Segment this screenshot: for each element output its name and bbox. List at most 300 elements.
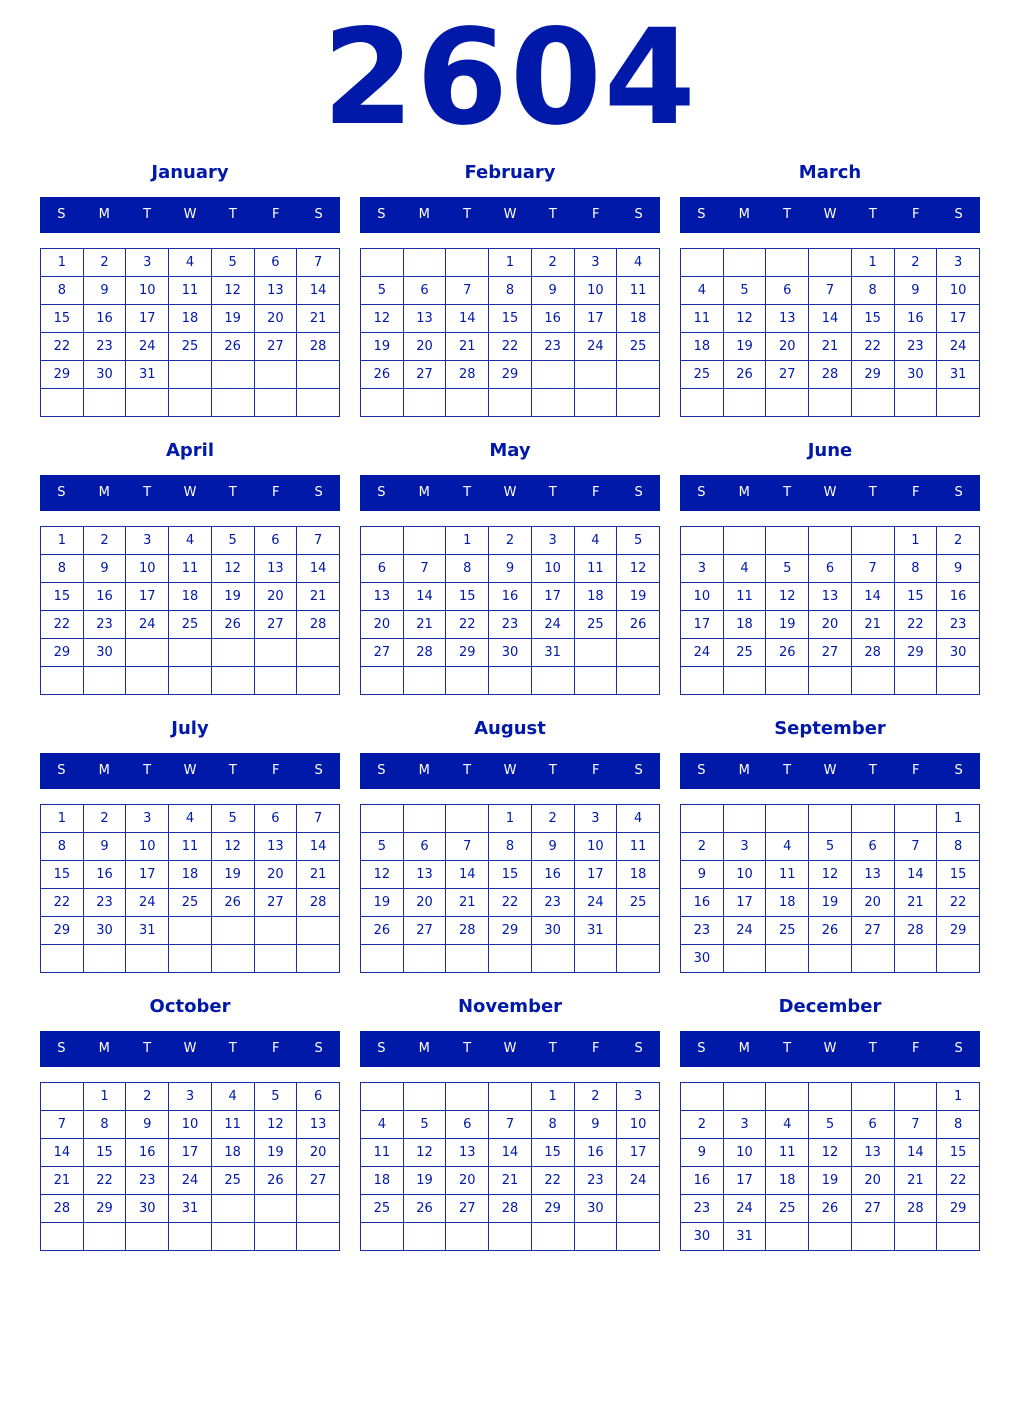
- empty-day-cell: [361, 527, 404, 555]
- day-cell: 13: [254, 277, 297, 305]
- day-cell: 17: [723, 889, 766, 917]
- empty-day-cell: [83, 667, 126, 695]
- weekday-label: S: [314, 207, 323, 222]
- day-cell: 16: [574, 1139, 617, 1167]
- weekday-label: M: [418, 763, 430, 778]
- day-cell: 24: [723, 917, 766, 945]
- empty-day-cell: [254, 667, 297, 695]
- empty-day-cell: [41, 389, 84, 417]
- empty-day-cell: [126, 389, 169, 417]
- day-cell: 23: [489, 611, 532, 639]
- weekday-label: M: [418, 485, 430, 500]
- day-cell: 25: [766, 1195, 809, 1223]
- weekday-header: [40, 197, 340, 233]
- month-september: [680, 716, 980, 966]
- day-cell: 21: [297, 861, 340, 889]
- day-cell: 20: [297, 1139, 340, 1167]
- day-cell: 17: [126, 861, 169, 889]
- weekday-label: M: [418, 207, 430, 222]
- empty-day-cell: [574, 361, 617, 389]
- empty-day-cell: [126, 1223, 169, 1251]
- week-row: [41, 277, 340, 305]
- day-cell: 19: [254, 1139, 297, 1167]
- day-cell: 21: [809, 333, 852, 361]
- weekday-label: S: [634, 1041, 643, 1056]
- week-row: [681, 305, 980, 333]
- day-cell: 5: [809, 1111, 852, 1139]
- day-cell: 24: [723, 1195, 766, 1223]
- weekday-label: W: [503, 763, 517, 778]
- month-title: December: [778, 996, 882, 1017]
- weekday-header: [40, 1031, 340, 1067]
- day-cell: 22: [41, 333, 84, 361]
- day-cell: 13: [851, 1139, 894, 1167]
- day-cell: 8: [894, 555, 937, 583]
- day-cell: 23: [83, 611, 126, 639]
- empty-day-cell: [723, 805, 766, 833]
- empty-day-cell: [41, 667, 84, 695]
- weekday-label: S: [954, 485, 963, 500]
- empty-day-cell: [851, 805, 894, 833]
- day-cell: 2: [83, 527, 126, 555]
- week-row: [41, 1195, 340, 1223]
- day-cell: 5: [254, 1083, 297, 1111]
- weekday-label: T: [143, 763, 152, 778]
- month-title: June: [807, 440, 853, 461]
- day-cell: 22: [894, 611, 937, 639]
- weekday-label: S: [377, 485, 386, 500]
- empty-day-cell: [809, 1083, 852, 1111]
- day-cell: 29: [41, 361, 84, 389]
- day-cell: 22: [531, 1167, 574, 1195]
- day-cell: 13: [403, 305, 446, 333]
- weekday-label: F: [271, 485, 280, 500]
- weekday-label: S: [377, 1041, 386, 1056]
- day-cell: 16: [681, 889, 724, 917]
- empty-day-cell: [766, 249, 809, 277]
- empty-day-cell: [809, 667, 852, 695]
- empty-day-cell: [83, 1223, 126, 1251]
- day-cell: 13: [403, 861, 446, 889]
- month-march: [680, 160, 980, 382]
- week-row: [361, 611, 660, 639]
- month-title: April: [165, 440, 215, 461]
- day-cell: 5: [809, 833, 852, 861]
- day-cell: 28: [446, 361, 489, 389]
- empty-day-cell: [211, 389, 254, 417]
- empty-day-cell: [489, 945, 532, 973]
- weekday-label: T: [783, 1041, 792, 1056]
- day-cell: 14: [446, 861, 489, 889]
- day-cell: 13: [254, 833, 297, 861]
- empty-day-cell: [681, 249, 724, 277]
- weekday-label: T: [228, 1041, 237, 1056]
- day-cell: 2: [894, 249, 937, 277]
- weekday-header: [360, 1031, 660, 1067]
- day-cell: 12: [766, 583, 809, 611]
- day-cell: 23: [126, 1167, 169, 1195]
- week-row: [41, 333, 340, 361]
- day-cell: 12: [723, 305, 766, 333]
- empty-day-cell: [723, 1083, 766, 1111]
- day-cell: 23: [83, 333, 126, 361]
- day-cell: 22: [446, 611, 489, 639]
- weekday-label: M: [738, 1041, 750, 1056]
- week-row: [41, 1111, 340, 1139]
- week-row: [41, 833, 340, 861]
- day-cell: 24: [126, 611, 169, 639]
- weekday-label: S: [57, 763, 66, 778]
- day-cell: 13: [766, 305, 809, 333]
- day-cell: 9: [681, 1139, 724, 1167]
- day-cell: 28: [446, 917, 489, 945]
- weekday-label: W: [183, 485, 197, 500]
- empty-day-cell: [937, 667, 980, 695]
- week-row: [41, 389, 340, 417]
- day-cell: 17: [617, 1139, 660, 1167]
- empty-day-cell: [937, 389, 980, 417]
- month-title: August: [474, 718, 546, 739]
- empty-day-cell: [851, 1083, 894, 1111]
- day-cell: 19: [809, 1167, 852, 1195]
- weekday-label: T: [548, 763, 557, 778]
- day-cell: 2: [681, 1111, 724, 1139]
- empty-day-cell: [894, 805, 937, 833]
- day-cell: 20: [403, 333, 446, 361]
- day-cell: 11: [574, 555, 617, 583]
- day-cell: 22: [41, 611, 84, 639]
- day-cell: 7: [403, 555, 446, 583]
- day-cell: 19: [211, 861, 254, 889]
- day-cell: 1: [41, 527, 84, 555]
- weekday-label: S: [57, 485, 66, 500]
- day-cell: 28: [297, 333, 340, 361]
- day-cell: 26: [211, 611, 254, 639]
- day-cell: 15: [41, 305, 84, 333]
- empty-day-cell: [211, 361, 254, 389]
- day-cell: 23: [681, 917, 724, 945]
- day-cell: 24: [126, 889, 169, 917]
- day-cell: 13: [297, 1111, 340, 1139]
- empty-day-cell: [361, 1083, 404, 1111]
- empty-day-cell: [531, 1223, 574, 1251]
- day-cell: 25: [766, 917, 809, 945]
- day-cell: 26: [254, 1167, 297, 1195]
- empty-day-cell: [446, 945, 489, 973]
- day-cell: 31: [531, 639, 574, 667]
- day-cell: 11: [617, 833, 660, 861]
- day-cell: 28: [297, 889, 340, 917]
- day-cell: 25: [169, 611, 212, 639]
- empty-day-cell: [766, 805, 809, 833]
- day-cell: 30: [681, 945, 724, 973]
- day-cell: 27: [254, 333, 297, 361]
- weekday-label: W: [183, 1041, 197, 1056]
- day-cell: 9: [531, 833, 574, 861]
- day-cell: 9: [574, 1111, 617, 1139]
- week-row: [361, 889, 660, 917]
- month-october: [40, 994, 340, 1216]
- weekday-label: F: [271, 1041, 280, 1056]
- day-cell: 15: [41, 583, 84, 611]
- day-cell: 10: [126, 833, 169, 861]
- day-cell: 3: [126, 249, 169, 277]
- weekday-label: T: [463, 485, 472, 500]
- day-cell: 4: [723, 555, 766, 583]
- empty-day-cell: [361, 945, 404, 973]
- day-cell: 26: [361, 917, 404, 945]
- weekday-label: T: [783, 485, 792, 500]
- weekday-header: [680, 753, 980, 789]
- weekday-label: S: [954, 763, 963, 778]
- empty-day-cell: [851, 945, 894, 973]
- week-row: [361, 639, 660, 667]
- empty-day-cell: [297, 917, 340, 945]
- empty-day-cell: [361, 389, 404, 417]
- day-cell: 16: [681, 1167, 724, 1195]
- day-cell: 18: [723, 611, 766, 639]
- day-cell: 21: [851, 611, 894, 639]
- day-cell: 28: [489, 1195, 532, 1223]
- day-cell: 18: [766, 889, 809, 917]
- day-grid: [40, 526, 340, 695]
- day-grid: [680, 248, 980, 417]
- day-cell: 16: [83, 305, 126, 333]
- day-cell: 16: [894, 305, 937, 333]
- week-row: [681, 1111, 980, 1139]
- day-cell: 5: [211, 249, 254, 277]
- weekday-label: S: [634, 207, 643, 222]
- day-cell: 23: [681, 1195, 724, 1223]
- empty-day-cell: [489, 1083, 532, 1111]
- weekday-label: M: [738, 207, 750, 222]
- week-row: [361, 1223, 660, 1251]
- empty-day-cell: [403, 805, 446, 833]
- weekday-header: [360, 197, 660, 233]
- weekday-label: S: [57, 207, 66, 222]
- day-cell: 6: [809, 555, 852, 583]
- day-cell: 14: [851, 583, 894, 611]
- week-row: [681, 333, 980, 361]
- day-cell: 1: [937, 1083, 980, 1111]
- day-cell: 7: [809, 277, 852, 305]
- day-cell: 31: [126, 361, 169, 389]
- day-cell: 9: [937, 555, 980, 583]
- weekday-header: [680, 197, 980, 233]
- day-cell: 2: [574, 1083, 617, 1111]
- day-cell: 21: [297, 305, 340, 333]
- day-cell: 30: [937, 639, 980, 667]
- weekday-label: F: [911, 485, 920, 500]
- day-cell: 20: [361, 611, 404, 639]
- day-cell: 18: [617, 861, 660, 889]
- weekday-label: M: [738, 485, 750, 500]
- empty-day-cell: [297, 1195, 340, 1223]
- day-cell: 28: [851, 639, 894, 667]
- weekday-label: S: [697, 207, 706, 222]
- day-cell: 13: [361, 583, 404, 611]
- week-row: [361, 333, 660, 361]
- week-row: [361, 917, 660, 945]
- day-cell: 17: [126, 305, 169, 333]
- empty-day-cell: [83, 945, 126, 973]
- weekday-label: F: [591, 1041, 600, 1056]
- day-cell: 14: [446, 305, 489, 333]
- day-cell: 27: [851, 1195, 894, 1223]
- week-row: [361, 361, 660, 389]
- empty-day-cell: [361, 249, 404, 277]
- day-grid: [680, 804, 980, 973]
- day-cell: 29: [446, 639, 489, 667]
- week-row: [361, 805, 660, 833]
- empty-day-cell: [894, 1083, 937, 1111]
- day-cell: 18: [169, 861, 212, 889]
- year-title: 2604: [322, 1, 698, 155]
- day-cell: 23: [531, 889, 574, 917]
- day-cell: 19: [403, 1167, 446, 1195]
- day-cell: 1: [489, 249, 532, 277]
- empty-day-cell: [254, 389, 297, 417]
- weekday-label: T: [783, 763, 792, 778]
- weekday-label: W: [823, 763, 837, 778]
- day-cell: 22: [489, 333, 532, 361]
- day-cell: 18: [617, 305, 660, 333]
- empty-day-cell: [41, 1223, 84, 1251]
- weekday-label: S: [314, 1041, 323, 1056]
- weekday-label: T: [868, 485, 877, 500]
- day-cell: 3: [723, 833, 766, 861]
- empty-day-cell: [851, 1223, 894, 1251]
- empty-day-cell: [254, 917, 297, 945]
- empty-day-cell: [574, 667, 617, 695]
- empty-day-cell: [681, 389, 724, 417]
- day-cell: 17: [937, 305, 980, 333]
- week-row: [41, 805, 340, 833]
- weekday-label: T: [143, 207, 152, 222]
- day-cell: 1: [851, 249, 894, 277]
- empty-day-cell: [254, 945, 297, 973]
- day-cell: 26: [403, 1195, 446, 1223]
- weekday-label: T: [228, 485, 237, 500]
- day-cell: 6: [766, 277, 809, 305]
- week-row: [681, 389, 980, 417]
- day-grid: [360, 804, 660, 973]
- day-cell: 21: [894, 1167, 937, 1195]
- weekday-label: T: [228, 763, 237, 778]
- day-cell: 14: [809, 305, 852, 333]
- day-cell: 14: [297, 833, 340, 861]
- day-cell: 23: [531, 333, 574, 361]
- empty-day-cell: [211, 1195, 254, 1223]
- week-row: [41, 667, 340, 695]
- day-cell: 11: [766, 1139, 809, 1167]
- day-cell: 23: [894, 333, 937, 361]
- day-cell: 21: [297, 583, 340, 611]
- day-cell: 27: [446, 1195, 489, 1223]
- weekday-label: S: [697, 763, 706, 778]
- day-cell: 29: [894, 639, 937, 667]
- day-cell: 16: [83, 583, 126, 611]
- empty-day-cell: [254, 361, 297, 389]
- day-cell: 8: [83, 1111, 126, 1139]
- empty-day-cell: [723, 527, 766, 555]
- day-cell: 7: [297, 249, 340, 277]
- empty-day-cell: [809, 805, 852, 833]
- empty-day-cell: [766, 1083, 809, 1111]
- day-cell: 31: [126, 917, 169, 945]
- day-cell: 24: [574, 889, 617, 917]
- day-cell: 27: [809, 639, 852, 667]
- week-row: [41, 583, 340, 611]
- day-cell: 26: [809, 917, 852, 945]
- day-cell: 12: [254, 1111, 297, 1139]
- week-row: [681, 361, 980, 389]
- day-cell: 12: [809, 1139, 852, 1167]
- week-row: [681, 917, 980, 945]
- day-cell: 22: [489, 889, 532, 917]
- empty-day-cell: [126, 945, 169, 973]
- week-row: [41, 889, 340, 917]
- day-cell: 26: [361, 361, 404, 389]
- weekday-label: W: [503, 1041, 517, 1056]
- empty-day-cell: [254, 1195, 297, 1223]
- day-cell: 4: [617, 249, 660, 277]
- day-cell: 3: [574, 805, 617, 833]
- week-row: [41, 1083, 340, 1111]
- week-row: [361, 861, 660, 889]
- week-row: [681, 611, 980, 639]
- week-row: [361, 305, 660, 333]
- empty-day-cell: [574, 945, 617, 973]
- weekday-label: F: [271, 763, 280, 778]
- weekday-label: F: [591, 485, 600, 500]
- day-cell: 10: [169, 1111, 212, 1139]
- week-row: [361, 1083, 660, 1111]
- day-cell: 11: [169, 833, 212, 861]
- empty-day-cell: [809, 1223, 852, 1251]
- day-grid: [360, 1082, 660, 1251]
- day-cell: 1: [531, 1083, 574, 1111]
- day-cell: 31: [723, 1223, 766, 1251]
- day-cell: 10: [937, 277, 980, 305]
- week-row: [681, 1223, 980, 1251]
- empty-day-cell: [403, 389, 446, 417]
- day-cell: 10: [723, 861, 766, 889]
- day-cell: 19: [361, 333, 404, 361]
- day-cell: 29: [489, 361, 532, 389]
- day-cell: 28: [41, 1195, 84, 1223]
- empty-day-cell: [169, 945, 212, 973]
- weekday-label: M: [418, 1041, 430, 1056]
- day-cell: 7: [446, 277, 489, 305]
- day-cell: 10: [531, 555, 574, 583]
- empty-day-cell: [403, 1083, 446, 1111]
- week-row: [361, 1195, 660, 1223]
- empty-day-cell: [894, 667, 937, 695]
- day-cell: 21: [446, 889, 489, 917]
- empty-day-cell: [531, 667, 574, 695]
- day-cell: 19: [211, 583, 254, 611]
- day-cell: 9: [83, 833, 126, 861]
- day-cell: 13: [446, 1139, 489, 1167]
- day-cell: 15: [937, 1139, 980, 1167]
- empty-day-cell: [617, 1195, 660, 1223]
- week-row: [361, 1167, 660, 1195]
- day-cell: 20: [851, 1167, 894, 1195]
- day-cell: 8: [446, 555, 489, 583]
- week-row: [361, 527, 660, 555]
- weekday-header: [40, 475, 340, 511]
